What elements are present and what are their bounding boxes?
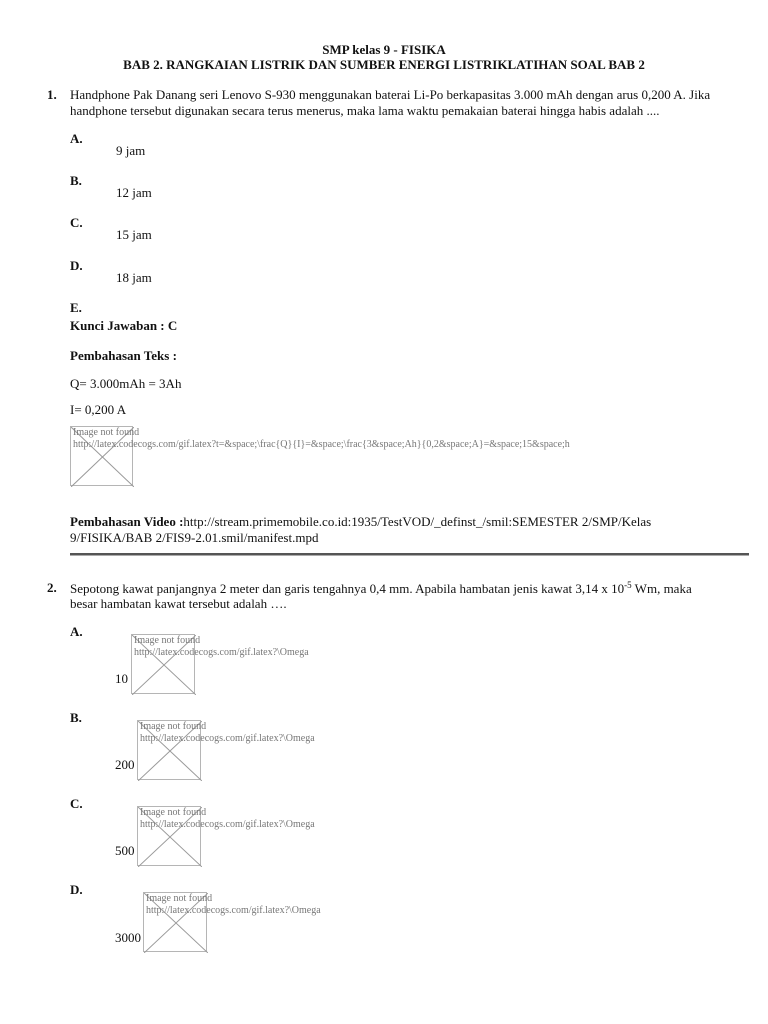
q1-broken-formula-image (70, 426, 570, 486)
q2-option-a-alt-text: Image not found http://latex.codecogs.com/gif.latex?\Omega (134, 635, 309, 658)
q2-option-c-alt-text: Image not found http://latex.codecogs.com/gif.latex?\Omega (140, 807, 315, 830)
q2-option-a-letter: A. (70, 624, 83, 639)
q1-option-c-text[interactable]: 15 jam (116, 227, 152, 242)
question-2-text-line2: besar hambatan kawat tersebut adalah …. (70, 596, 287, 611)
q1-option-d-letter: D. (70, 258, 83, 273)
q1-discussion-label: Pembahasan Teks : (70, 348, 177, 363)
q2-option-a-omega-image (131, 634, 309, 694)
q1-option-b-text[interactable]: 12 jam (116, 185, 152, 200)
header-chapter-title: BAB 2. RANGKAIAN LISTRIK DAN SUMBER ENERGI LISTRIKLATIHAN SOAL BAB 2 (123, 57, 645, 72)
q1-option-a-letter: A. (70, 131, 83, 146)
header-subject: SMP kelas 9 - FISIKA (322, 42, 446, 57)
q2-option-b-alt-text: Image not found http://latex.codecogs.com/gif.latex?\Omega (140, 721, 315, 744)
q2-option-d-omega-image (143, 892, 321, 952)
q1-video-link[interactable]: http://stream.primemobile.co.id:1935/TestVOD/_definst_/smil:SEMESTER 2/SMP/Kelas (183, 514, 652, 529)
question-1-text-line2: handphone tersebut digunakan secara terus menerus, maka lama waktu pemakaian baterai hingga habis adalah .... (70, 103, 660, 118)
question-2-text-line1: Sepotong kawat panjangnya 2 meter dan garis tengahnya 0,4 mm. Apabila hambatan jenis kawat 3,14 x $10^{-5}$ Wm, maka (70, 580, 692, 596)
q1-option-e-letter: E. (70, 300, 82, 315)
question-1-number: 1. (47, 87, 57, 102)
q1-answer-key: Kunci Jawaban : C (70, 318, 178, 333)
question-divider (70, 553, 749, 556)
q1-line-charge: Q= 3.000mAh = 3Ah (70, 376, 182, 391)
q1-video-url-line2[interactable]: 9/FISIKA/BAB 2/FIS9-2.01.smil/manifest.mpd (70, 530, 319, 545)
question-2-number: 2. (47, 580, 57, 595)
q2-option-d-alt-text: Image not found http://latex.codecogs.com/gif.latex?\Omega (146, 893, 321, 916)
q1-image-alt-text: Image not found http://latex.codecogs.com/gif.latex?t=&space;\frac{Q}{I}=&space;\frac{3&space;Ah}{0,2&space;A}=&space;15&space;h (73, 427, 570, 450)
q1-option-b-letter: B. (70, 173, 82, 188)
q1-option-a-text[interactable]: 9 jam (116, 143, 146, 158)
q2-option-b-letter: B. (70, 710, 82, 725)
q2-option-c-letter: C. (70, 796, 83, 811)
question-1-text-line1: Handphone Pak Danang seri Lenovo S-930 menggunakan baterai Li-Po berkapasitas 3.000 mAh dengan arus 0,200 A. Jika (70, 87, 711, 102)
q2-option-d-value[interactable]: 3000 (115, 930, 141, 945)
q1-line-current: I= 0,200 A (70, 402, 127, 417)
q2-option-a-value[interactable]: 10 (115, 671, 128, 686)
q2-option-d-letter: D. (70, 882, 83, 897)
q1-option-d-text[interactable]: 18 jam (116, 270, 152, 285)
q1-option-c-letter: C. (70, 215, 83, 230)
q2-option-c-value[interactable]: 500 (115, 843, 135, 858)
q2-option-b-value[interactable]: 200 (115, 757, 135, 772)
q2-option-c-omega-image (137, 806, 315, 866)
q1-video-line1: Pembahasan Video :http://stream.primemobile.co.id:1935/TestVOD/_definst_/smil:SEMESTER 2/SMP/Kelas (70, 514, 652, 529)
q2-option-b-omega-image (137, 720, 315, 780)
